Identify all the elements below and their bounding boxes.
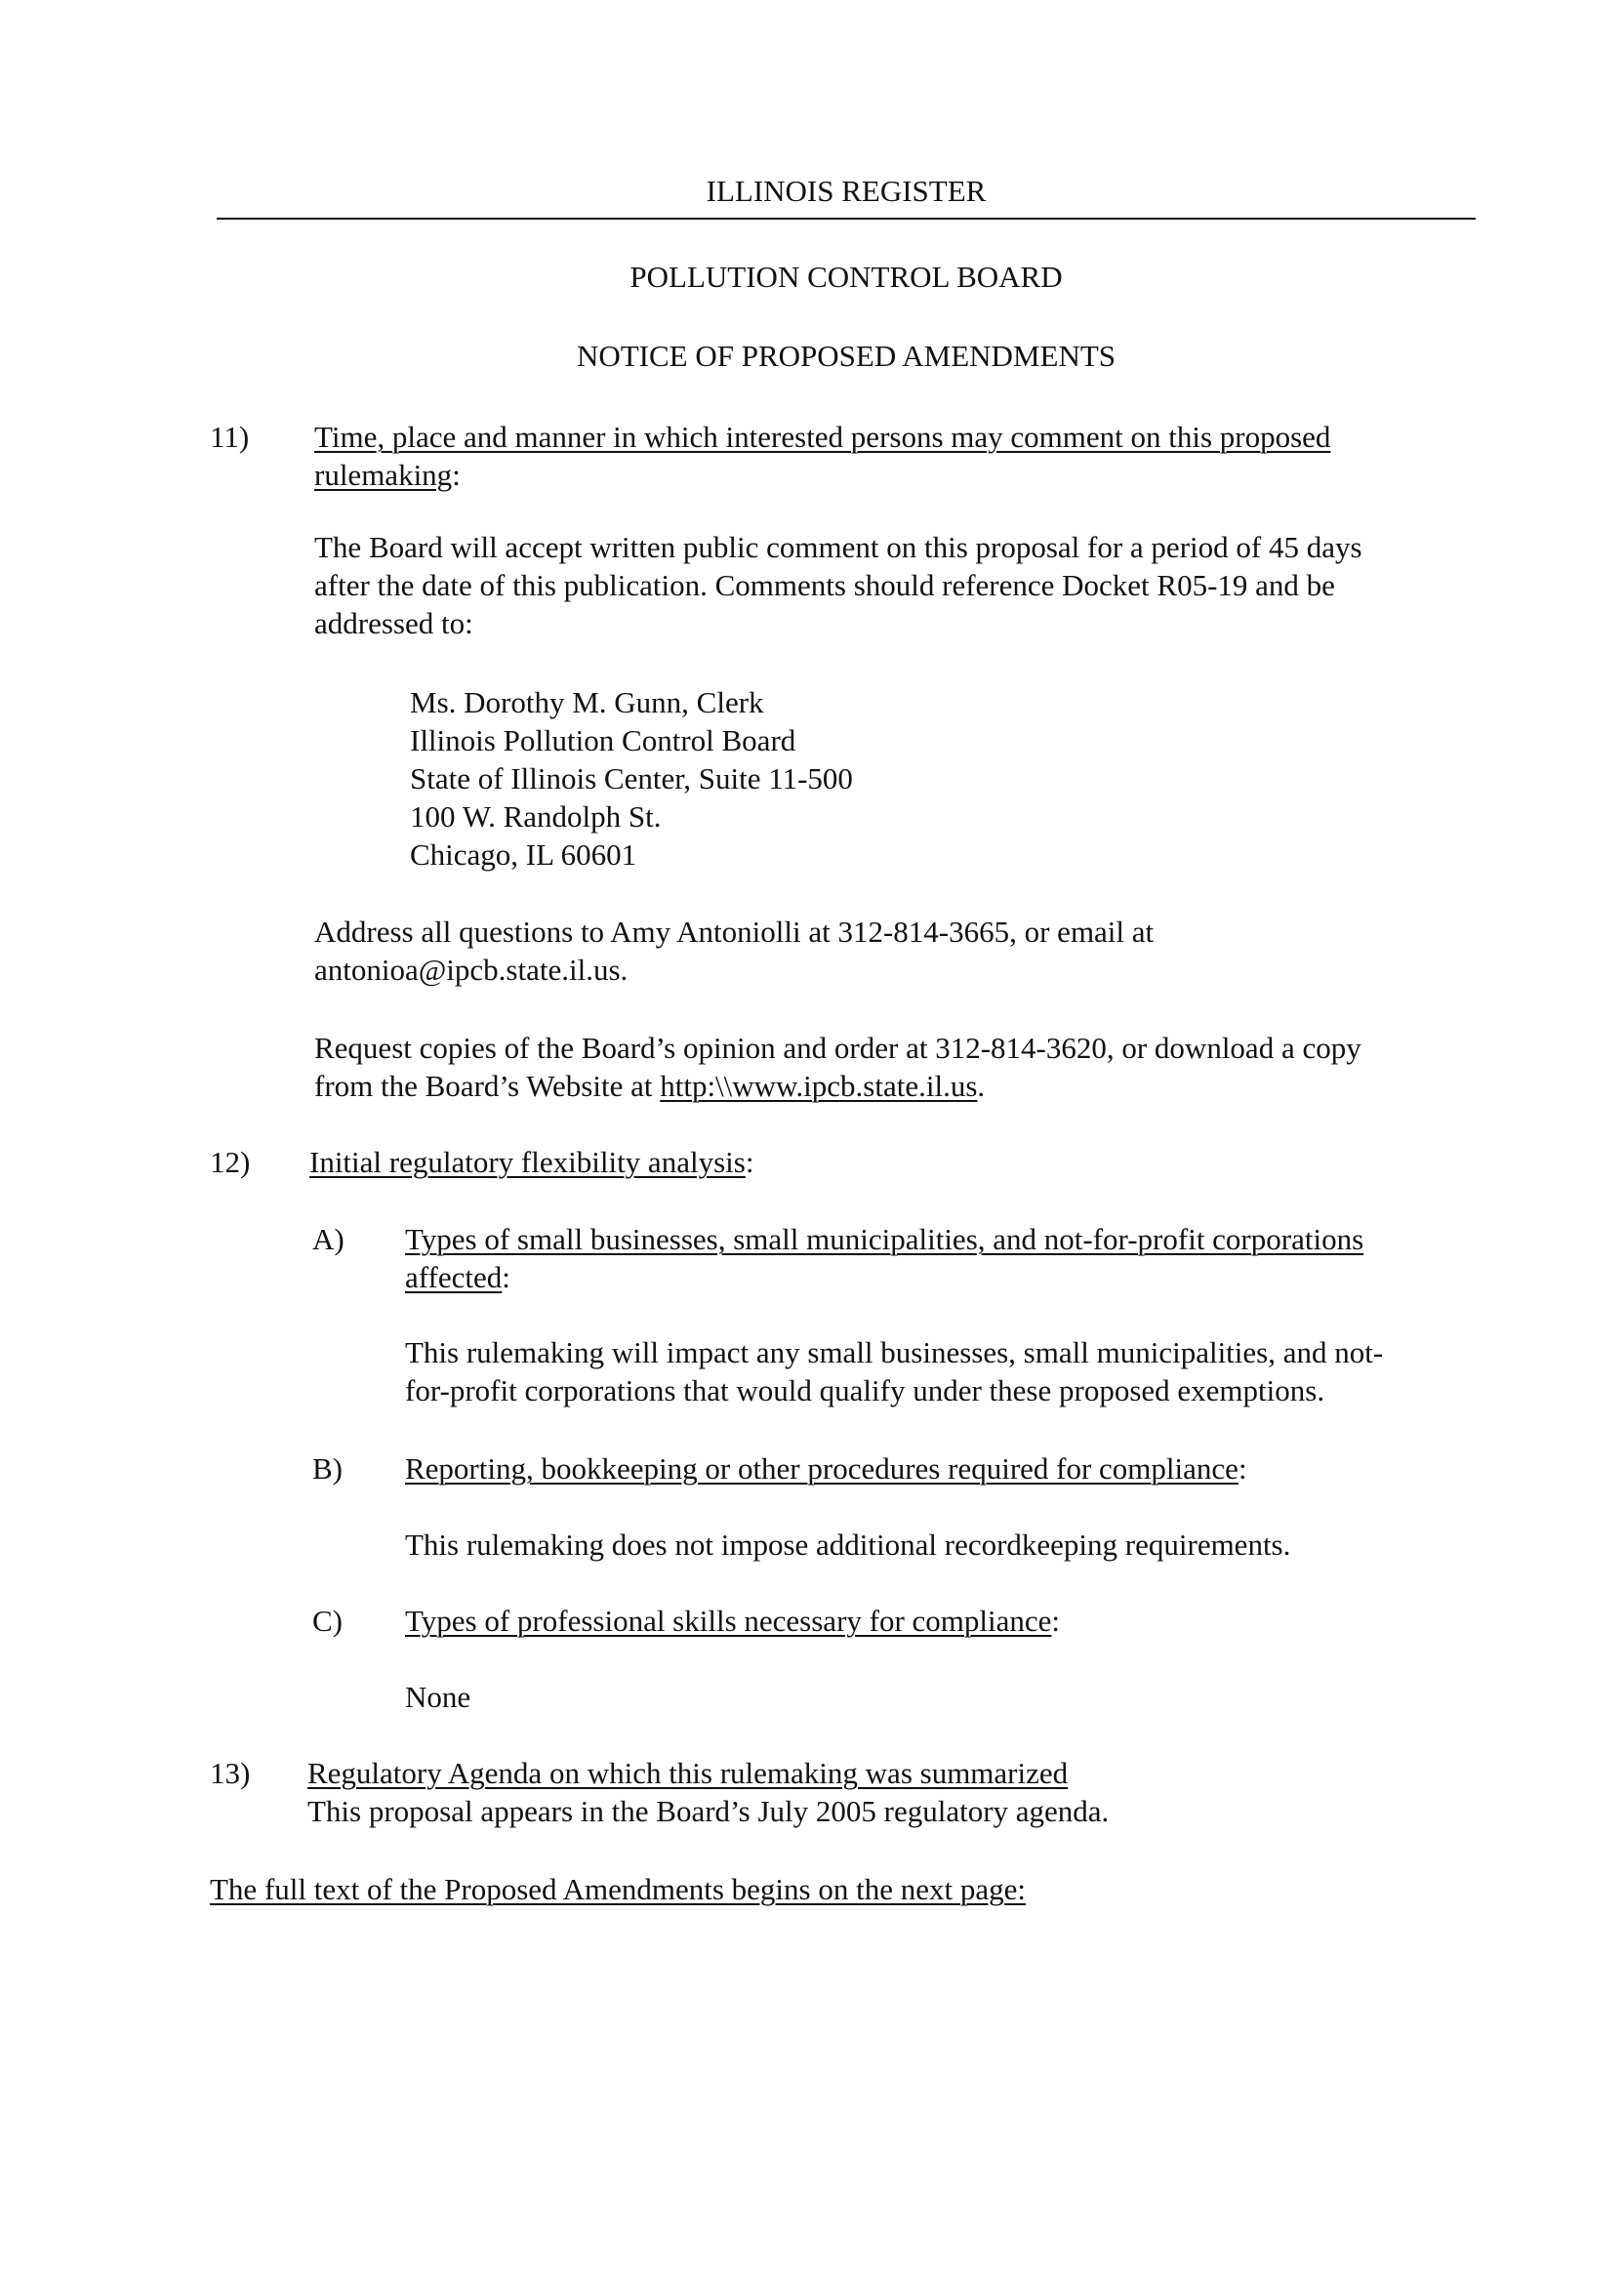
section-13-heading	[307, 1754, 1068, 1792]
section-11-heading-text1: Time, place and manner in which interested persons may comment on this proposed	[314, 420, 1331, 454]
item-c-heading	[405, 1602, 1060, 1640]
item-c-label: C)	[312, 1604, 343, 1638]
item-a-heading-line1	[405, 1220, 1363, 1258]
item-a-heading-colon: :	[502, 1260, 510, 1294]
footer-note	[210, 1870, 1026, 1908]
section-13-number: 13)	[210, 1756, 251, 1790]
copies-line2	[314, 1067, 985, 1105]
section-11-heading-line2	[314, 456, 461, 494]
section-12-heading-colon: :	[745, 1145, 754, 1179]
address-line-1: Ms. Dorothy M. Gunn, Clerk	[410, 685, 764, 719]
item-b-heading-text: Reporting, bookkeeping or other procedures required for compliance	[405, 1451, 1238, 1486]
section-12-heading-text: Initial regulatory flexibility analysis	[309, 1145, 746, 1179]
questions-line2: antonioa@ipcb.state.il.us.	[314, 953, 629, 987]
item-b-heading-colon: :	[1238, 1451, 1247, 1486]
section-12-number: 12)	[210, 1145, 251, 1179]
section-13-heading-text: Regulatory Agenda on which this rulemaking was summarized	[307, 1756, 1069, 1790]
header-rule	[217, 218, 1476, 220]
item-c-heading-text: Types of professional skills necessary for compliance	[405, 1604, 1052, 1638]
item-a-body-line2: for-profit corporations that would qualify under these proposed exemptions.	[405, 1373, 1325, 1407]
footer-note-text: The full text of the Proposed Amendments begins on the next page:	[210, 1872, 1026, 1906]
section-13-body: This proposal appears in the Board’s July 2005 regulatory agenda.	[307, 1794, 1110, 1828]
questions-line1: Address all questions to Amy Antoniolli at 312-814-3665, or email at	[314, 915, 1155, 949]
register-title-text: ILLINOIS REGISTER	[706, 174, 987, 208]
notice-title	[217, 337, 1476, 375]
item-b-body: This rulemaking does not impose additional recordkeeping requirements.	[405, 1528, 1291, 1562]
item-a-heading-text2: affected	[405, 1260, 503, 1294]
address-line-3: State of Illinois Center, Suite 11-500	[410, 761, 853, 795]
notice-title-text: NOTICE OF PROPOSED AMENDMENTS	[576, 339, 1116, 373]
address-line-2: Illinois Pollution Control Board	[410, 723, 796, 757]
item-a-heading-text1: Types of small businesses, small municipalities, and not-for-profit corporations	[405, 1222, 1364, 1256]
section-11-para-line2: after the date of this publication. Comments should reference Docket R05-19 and be	[314, 568, 1335, 602]
item-c-body: None	[405, 1680, 471, 1714]
item-c-heading-colon: :	[1051, 1604, 1061, 1638]
copies-line1: Request copies of the Board’s opinion and order at 312-814-3620, or download a copy	[314, 1031, 1361, 1065]
agency-title	[217, 258, 1476, 296]
register-title	[217, 172, 1476, 210]
item-a-heading-line2	[405, 1258, 510, 1296]
section-12-heading	[309, 1143, 753, 1181]
section-11-heading-line1	[314, 418, 1330, 456]
address-line-5: Chicago, IL 60601	[410, 837, 637, 872]
copies-line2-suffix: .	[977, 1069, 986, 1103]
section-11-heading-colon: :	[452, 458, 461, 492]
address-line-4: 100 W. Randolph St.	[410, 799, 662, 834]
item-a-label: A)	[312, 1222, 345, 1256]
item-a-body-line1: This rulemaking will impact any small businesses, small municipalities, and not-	[405, 1335, 1384, 1369]
item-b-heading	[405, 1449, 1247, 1487]
website-link[interactable]: http:\\www.ipcb.state.il.us	[660, 1069, 978, 1103]
item-b-label: B)	[312, 1451, 343, 1486]
section-11-heading-text2: rulemaking	[314, 458, 453, 492]
copies-line2-prefix: from the Board’s Website at	[314, 1069, 661, 1103]
section-11-para-line3: addressed to:	[314, 606, 473, 640]
section-11-para-line1: The Board will accept written public comment on this proposal for a period of 45 days	[314, 530, 1362, 564]
section-11-number: 11)	[210, 420, 250, 454]
agency-title-text: POLLUTION CONTROL BOARD	[629, 260, 1063, 294]
